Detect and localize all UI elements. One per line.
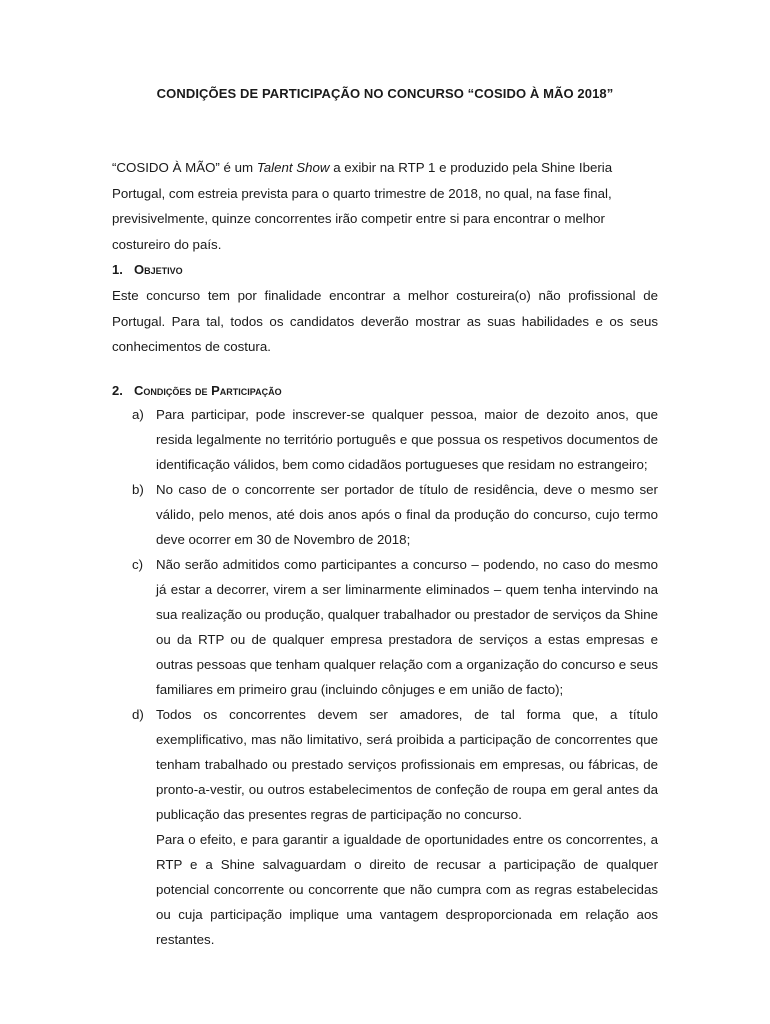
list-item <box>112 477 658 552</box>
section-title: Objetivo <box>134 262 183 277</box>
list-marker: a) <box>132 407 144 422</box>
list-item-continuation: Para o efeito, e para garantir a igualdade de oportunidades entre os concorrentes, a RTP e a Shine salvaguardam o direito de recusar a participação de qualquer potencial concorrente ou concorrente que não cumpra com as regras estabelecidas ou cuja participação implique uma vantagem desproporcionada em relação aos restantes. <box>156 832 658 947</box>
section-heading-objetivo <box>112 262 658 277</box>
section-heading-condicoes <box>112 383 658 398</box>
list-item-text: No caso de o concorrente ser portador de título de residência, deve o mesmo ser válido, pelo menos, até dois anos após o final da produção do concurso, cujo termo deve ocorrer em 30 de Novembro de 2018; <box>156 482 658 547</box>
list-item <box>112 702 658 952</box>
list-marker: b) <box>132 482 144 497</box>
list-item-text: Para participar, pode inscrever-se qualquer pessoa, maior de dezoito anos, que resida legalmente no território português e que possua os respetivos documentos de identificação válidos, bem como cidadãos portugueses que residam no estrangeiro; <box>156 407 658 472</box>
list-item-text: Não serão admitidos como participantes a concurso – podendo, no caso do mesmo já estar a decorrer, virem a ser liminarmente eliminados – quem tenha intervindo na sua realização ou produção, qualquer trabalhador ou prestador de serviços da Shine ou da RTP ou de qualquer empresa prestadora de serviços a estas empresas e outras pessoas que tenham qualquer relação com a organização do concurso e seus familiares em primeiro grau (incluindo cônjuges e em união de facto); <box>156 557 658 697</box>
section-body-objetivo: Este concurso tem por finalidade encontrar a melhor costureira(o) não profissional de Portugal. Para tal, todos os candidatos deverão mostrar as suas habilidades e os seus conhecimentos de costura. <box>112 288 658 354</box>
section-number: 1. <box>112 262 123 277</box>
list-marker: c) <box>132 557 144 572</box>
document-title: CONDIÇÕES DE PARTICIPAÇÃO NO CONCURSO “COSIDO À MÃO 2018” <box>156 86 614 101</box>
section-number: 2. <box>112 383 123 398</box>
list-item <box>112 552 658 702</box>
intro-text-end: a exibir na RTP 1 e produzido pela Shine Iberia Portugal, com estreia prevista para o quarto trimestre de 2018, no qual, na fase final, previsivelmente, quinze concorrentes irão competir entre si para encontrar o melhor costureiro do país. <box>112 160 613 252</box>
list-item <box>112 402 658 477</box>
section-title: Condições de Participação <box>134 383 282 398</box>
intro-paragraph <box>112 155 658 257</box>
conditions-list <box>112 402 658 952</box>
intro-italic-term: Talent Show <box>256 160 330 175</box>
list-item-text: Todos os concorrentes devem ser amadores, de tal forma que, a título exemplificativo, mas não limitativo, será proibida a participação de concorrentes que tenham trabalhado ou prestado serviços profissionais em empresas, ou fábricas, de pronto-a-vestir, ou outros estabelecimentos de confeção de roupa em geral antes da publicação das presentes regras de participação no concurso. <box>156 707 658 822</box>
intro-text-start: “COSIDO À MÃO” é um <box>112 160 257 175</box>
list-marker: d) <box>132 707 144 722</box>
